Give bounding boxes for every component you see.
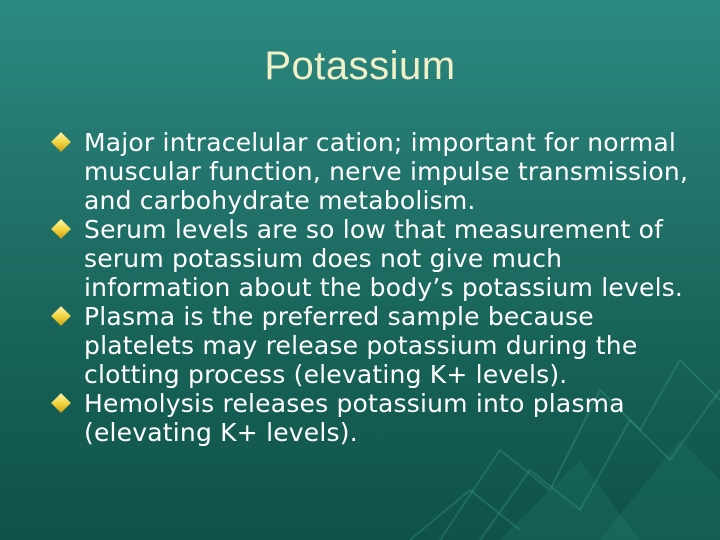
bullet-item <box>52 128 692 215</box>
bullet-item <box>52 389 692 447</box>
diamond-bullet-icon <box>51 219 71 239</box>
bullet-text: Hemolysis releases potassium into plasma (elevating K+ levels). <box>84 389 625 447</box>
bullet-list <box>52 128 692 447</box>
bullet-item <box>52 215 692 302</box>
bullet-text: Serum levels are so low that measurement of serum potassium does not give much information about the body’s potassium levels. <box>84 215 684 302</box>
bullet-text: Plasma is the preferred sample because platelets may release potassium during the clotting process (elevating K+ levels). <box>84 302 638 389</box>
bullet-text: Major intracelular cation; important for normal muscular function, nerve impulse transmission, and carbohydrate metabolism. <box>84 128 689 215</box>
bullet-item <box>52 302 692 389</box>
diamond-bullet-icon <box>51 306 71 326</box>
diamond-bullet-icon <box>51 132 71 152</box>
slide-title: Potassium <box>264 44 456 88</box>
diamond-bullet-icon <box>51 393 71 413</box>
